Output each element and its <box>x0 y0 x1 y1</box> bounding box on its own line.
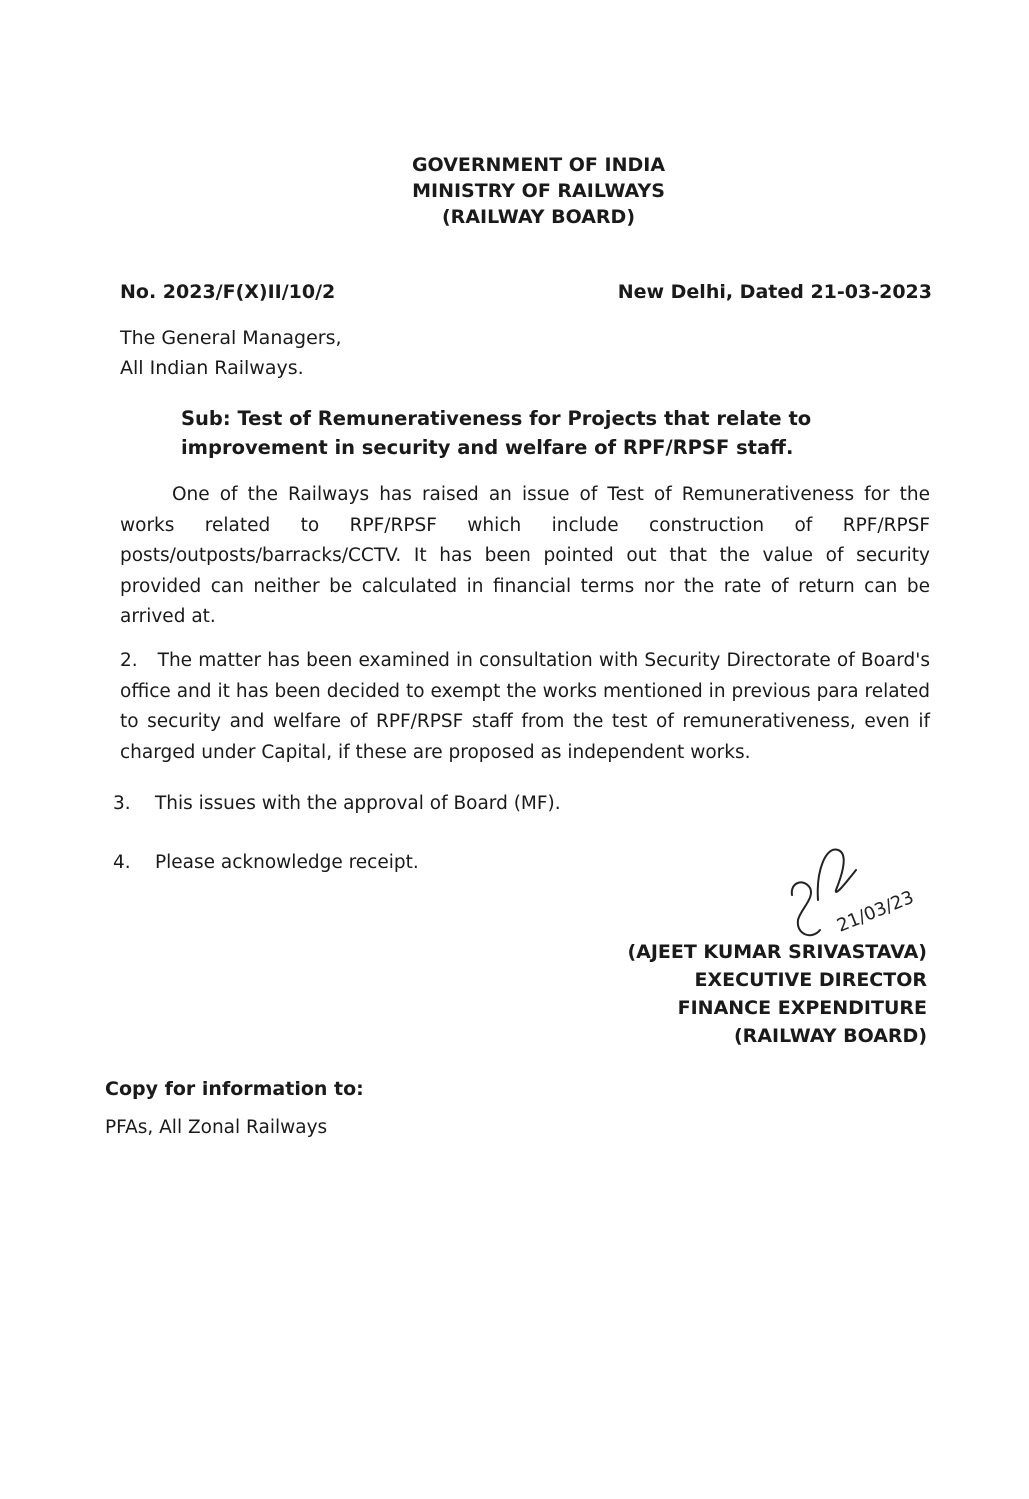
letterhead-board: (RAILWAY BOARD) <box>442 206 635 228</box>
handwritten-signature <box>780 840 940 950</box>
signatory-designation: EXECUTIVE DIRECTOR <box>694 969 927 991</box>
letterhead-government: GOVERNMENT OF INDIA <box>411 154 666 176</box>
addressee-line-2: All Indian Railways. <box>120 357 304 379</box>
paragraph-4-number: 4. <box>113 852 131 873</box>
paragraph-2 <box>120 646 930 768</box>
paragraph-3-text: This issues with the approval of Board (MF). <box>155 793 561 814</box>
signatory-department: FINANCE EXPENDITURE <box>677 997 927 1019</box>
signature-date: 21/03/23 <box>834 886 917 937</box>
copy-recipients: PFAs, All Zonal Railways <box>105 1117 328 1138</box>
paragraph-4-text: Please acknowledge receipt. <box>155 852 419 873</box>
signatory-block <box>627 938 927 1050</box>
paragraph-1: One of the Railways has raised an issue of Test of Remunerativeness for the works related to RPF/RPSF which include construction of RPF/RPSF posts/outposts/barracks/CCTV. It has been pointed out that the value of security provided can neither be calculated in financial terms nor the rate of return can be arrived at. <box>120 484 930 627</box>
addressee-line-1: The General Managers, <box>120 327 342 349</box>
paragraph-3 <box>113 793 561 814</box>
reference-number: No. 2023/F(X)II/10/2 <box>120 281 336 303</box>
paragraph-3-number: 3. <box>113 793 131 814</box>
letterhead-ministry: MINISTRY OF RAILWAYS <box>412 180 665 202</box>
addressee <box>120 323 342 383</box>
signatory-name: (AJEET KUMAR SRIVASTAVA) <box>627 941 927 963</box>
copy-title: Copy for information to: <box>105 1078 364 1100</box>
place-date: New Delhi, Dated 21-03-2023 <box>617 281 932 303</box>
paragraph-4 <box>113 852 419 873</box>
subject-line: Sub: Test of Remunerativeness for Projects that relate to improvement in security and welfare of RPF/RPSF staff. <box>181 407 812 459</box>
paragraph-2-text: The matter has been examined in consultation with Security Directorate of Board's office and it has been decided to exempt the works mentioned in previous para related to security and welfare of RPF/RPSF staff from the test of remunerativeness, even if charged under Capital, if these are proposed as independent works. <box>120 650 930 763</box>
paragraph-2-number: 2. <box>120 650 138 671</box>
signatory-office: (RAILWAY BOARD) <box>734 1025 927 1047</box>
letterhead <box>24 152 1029 230</box>
